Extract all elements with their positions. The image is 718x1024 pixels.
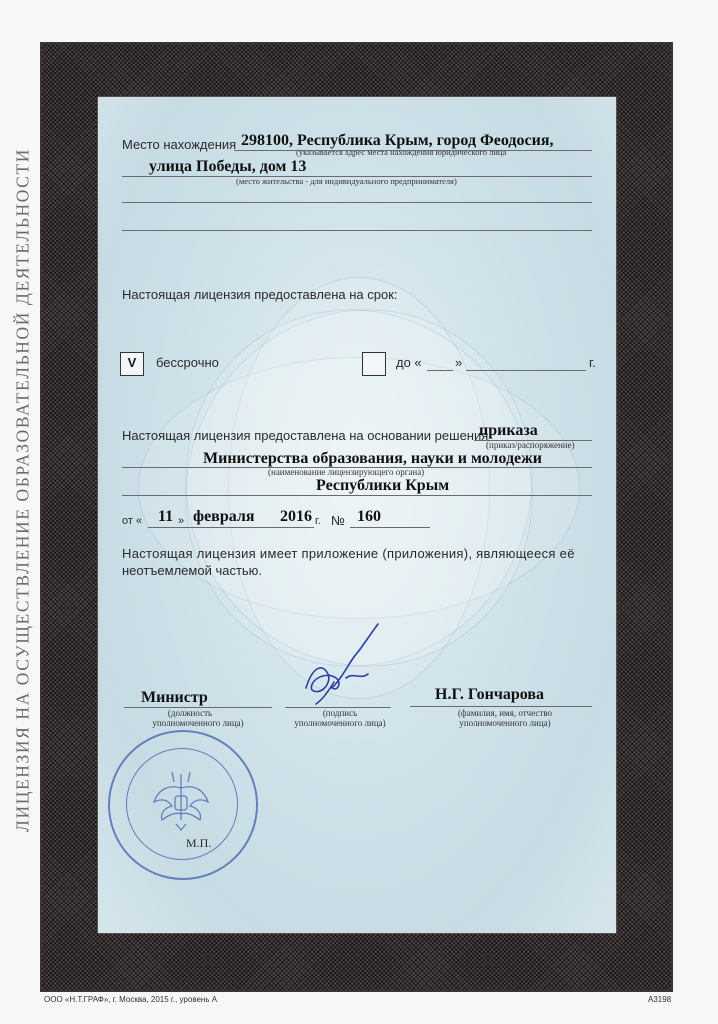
sign-caption2: уполномоченного лица)	[294, 718, 386, 728]
date-month: февраля	[193, 508, 255, 525]
date-mid: »	[178, 515, 185, 527]
until-suffix: г.	[589, 355, 596, 370]
until-day-rule	[427, 370, 453, 371]
location-rule-4	[122, 230, 592, 231]
location-line1: 298100, Республика Крым, город Феодосия,	[241, 132, 554, 149]
appendix-text-line1: Настоящая лицензия имеет приложение (приложения), являющееся её	[122, 546, 575, 561]
name-caption2: уполномоченного лица)	[459, 718, 551, 728]
number-rule	[350, 527, 430, 528]
signer-name: Н.Г. Гончарова	[435, 686, 544, 703]
until-checkbox[interactable]	[362, 352, 386, 376]
coat-of-arms-icon	[150, 762, 212, 832]
date-year-suffix: г.	[315, 515, 321, 527]
order-number: 160	[357, 508, 381, 525]
printer-imprint: ООО «Н.Т.ГРАФ», г. Москва, 2015 г., уровень А	[44, 995, 218, 1004]
location-rule-1	[234, 150, 592, 151]
basis-label: Настоящая лицензия предоставлена на основании решения	[122, 428, 489, 443]
until-date-rule	[466, 370, 586, 371]
date-year: 2016	[280, 508, 312, 525]
side-title-text: ЛИЦЕНЗИЯ НА ОСУЩЕСТВЛЕНИЕ ОБРАЗОВАТЕЛЬНОЙ ДЕЯТЕЛЬНОСТИ	[12, 148, 33, 832]
sign-caption1: (подпись	[322, 708, 358, 718]
authority-line2: Республики Крым	[316, 477, 450, 494]
date-day: 11	[158, 508, 174, 525]
month-rule	[188, 527, 314, 528]
day-rule	[148, 527, 188, 528]
location-rule-3	[122, 202, 592, 203]
form-code: А3198	[648, 995, 672, 1004]
signer-position: Министр	[141, 689, 208, 706]
location-label: Место нахождения	[122, 137, 237, 152]
date-prefix: от «	[122, 515, 143, 527]
location-line2: улица Победы, дом 13	[149, 158, 307, 175]
location-caption2: (место жительства - для индивидуального предпринимателя)	[236, 176, 457, 186]
basis-doc-caption: (приказ/распоряжение)	[486, 440, 575, 450]
until-mid: »	[455, 355, 463, 370]
authority-caption: (наименование лицензирующего органа)	[268, 467, 425, 477]
official-seal	[108, 730, 258, 880]
appendix-text-line2: неотъемлемой частью.	[122, 563, 263, 578]
position-caption1: (должность	[167, 708, 213, 718]
basis-doc-type: приказа	[479, 422, 538, 439]
handwritten-signature	[298, 618, 388, 708]
number-sign: №	[331, 513, 345, 528]
indefinite-checkbox[interactable]: V	[120, 352, 144, 376]
term-label: Настоящая лицензия предоставлена на срок:	[122, 287, 398, 302]
seal-place-mark: М.П.	[186, 836, 212, 850]
authority-rule-2	[122, 495, 592, 496]
indefinite-label: бессрочно	[156, 355, 219, 370]
authority-line1: Министерства образования, науки и молодежи	[203, 450, 542, 467]
name-rule	[410, 706, 592, 707]
until-prefix: до «	[396, 355, 422, 370]
name-caption1: (фамилия, имя, отчество	[457, 708, 553, 718]
location-caption1: (указывается адрес места нахождения юридического лица	[296, 147, 507, 157]
position-caption2: уполномоченного лица)	[152, 718, 244, 728]
side-title	[10, 40, 36, 940]
